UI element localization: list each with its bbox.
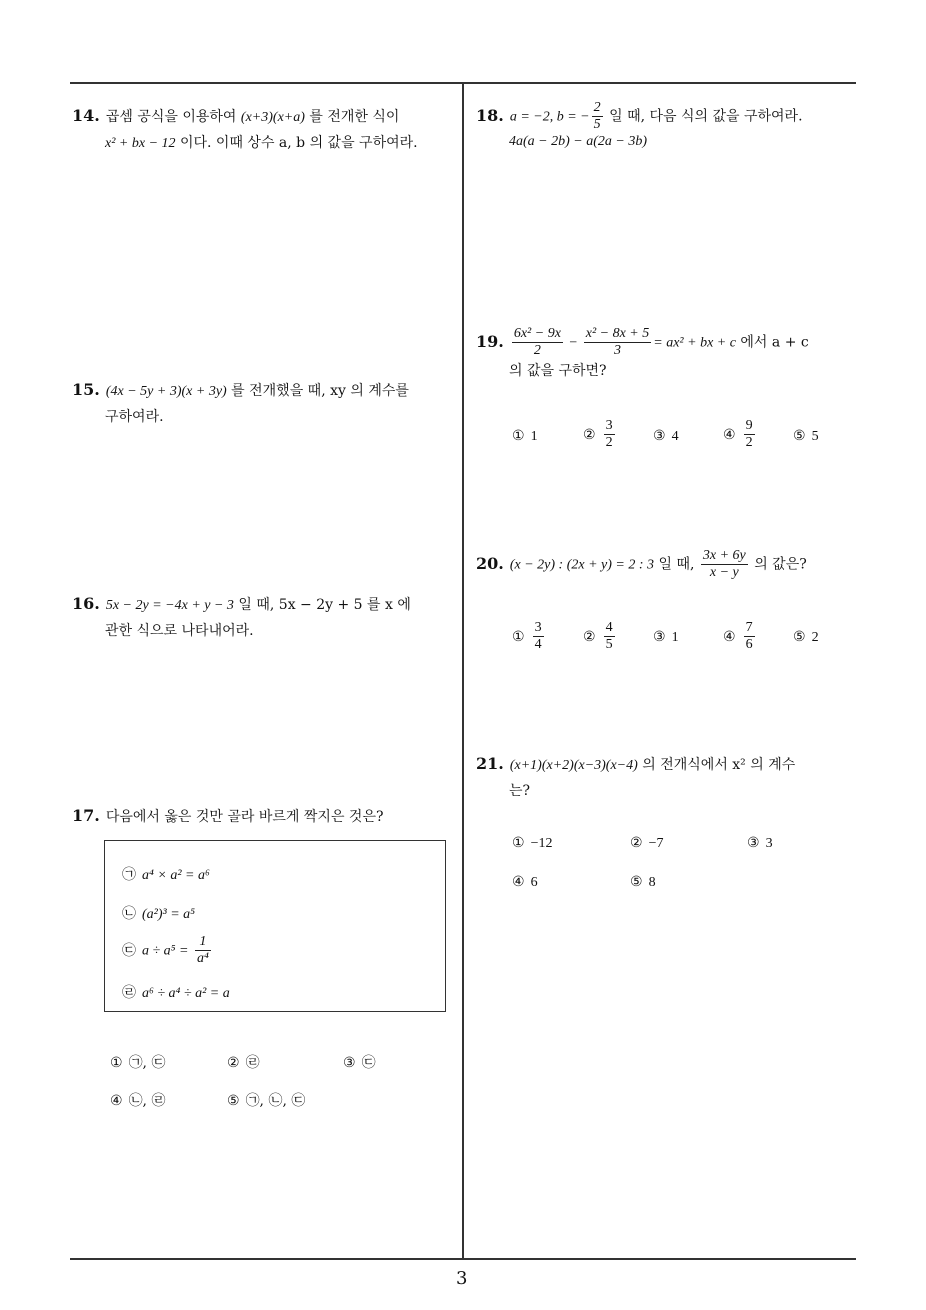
question-15 (72, 376, 457, 429)
statement-expr: a ÷ a⁵ = (142, 943, 189, 959)
choice-3[interactable] (747, 835, 773, 852)
q14-text-b: 를 전개한 식이 (304, 109, 400, 125)
q19-text-b: 의 값을 구하면? (509, 363, 607, 380)
q19-rhs: = ax² + bx + c (653, 335, 736, 351)
fraction-numerator: 1 (195, 934, 211, 951)
choice-1[interactable] (512, 620, 546, 653)
q14-line2 (72, 131, 457, 157)
choice-mark: ② (583, 426, 596, 443)
q17-statement-a (122, 864, 210, 884)
fraction-denominator: 3 (614, 343, 621, 359)
fraction-denominator: 6 (745, 637, 753, 653)
choice-mark: ⑤ (793, 428, 806, 444)
q17-statement-d (122, 982, 230, 1002)
statement-expr: a⁶ ÷ a⁴ ÷ a² = a (142, 986, 230, 1001)
q20-text-b: 의 값은? (749, 556, 807, 573)
statement-fraction (195, 934, 211, 967)
q19-fraction-2 (584, 326, 652, 359)
choice-4[interactable] (723, 418, 757, 451)
choice-mark: ② (227, 1055, 240, 1071)
choice-1[interactable] (110, 1052, 165, 1072)
q17-text: 다음에서 옳은 것만 골라 바르게 짝지은 것은? (105, 809, 384, 825)
fraction-numerator: 7 (744, 620, 755, 637)
question-number: 16. (72, 594, 100, 613)
q15-text-b: 구하여라. (105, 408, 164, 425)
choice-4[interactable] (723, 620, 757, 653)
choice-text: 3 (765, 836, 773, 851)
choice-mark: ③ (653, 428, 666, 444)
choice-mark: ④ (512, 874, 525, 890)
column-divider (462, 82, 464, 1259)
question-19 (476, 326, 861, 384)
q15-text-a: 를 전개했을 때, xy 의 계수를 (226, 383, 409, 399)
choice-mark: ① (512, 835, 525, 851)
fraction-denominator: 4 (534, 637, 542, 653)
q19-minus: − (569, 335, 578, 351)
q20-fraction (701, 548, 748, 581)
choice-fraction (533, 620, 544, 653)
q15-line1 (72, 376, 457, 405)
choice-text: 2 (811, 630, 819, 645)
question-number: 17. (72, 806, 100, 825)
fraction-numerator: x² − 8x + 5 (584, 326, 652, 343)
choice-text: ㉡, ㉣ (128, 1093, 166, 1109)
choice-5[interactable] (630, 874, 656, 891)
q21-text-a: 의 전개식에서 x² 의 계수 (637, 757, 796, 773)
fraction-numerator: 4 (604, 620, 615, 637)
question-18 (476, 100, 856, 155)
q21-math: (x+1)(x+2)(x−3)(x−4) (509, 758, 638, 773)
choice-mark: ④ (723, 628, 736, 645)
choice-mark: ① (110, 1055, 123, 1071)
choice-3[interactable] (653, 629, 679, 646)
statement-expr: a⁴ × a² = a⁶ (142, 868, 210, 883)
fraction-numerator: 3x + 6y (701, 548, 748, 565)
question-number: 20. (476, 553, 504, 573)
question-number: 21. (476, 754, 504, 773)
choice-mark: ① (512, 428, 525, 444)
q14-text-c: 이다. 이때 상수 a, b 의 값을 구하여라. (175, 134, 418, 151)
q17-statement-c (122, 934, 213, 967)
choice-text: 4 (671, 429, 679, 444)
fraction-numerator: 9 (744, 418, 755, 435)
question-number: 15. (72, 380, 100, 399)
choice-text: 6 (530, 875, 538, 890)
choice-mark: ③ (343, 1055, 356, 1071)
q19-fraction-1 (512, 326, 563, 359)
choice-mark: ④ (110, 1093, 123, 1109)
q15-line2 (72, 405, 457, 430)
choice-text: −12 (530, 836, 553, 851)
choice-mark: ③ (747, 835, 760, 851)
choice-5[interactable] (793, 428, 819, 445)
fraction-numerator: 3 (533, 620, 544, 637)
q21-line1 (476, 750, 861, 779)
choice-fraction (744, 418, 755, 451)
choice-fraction (604, 418, 615, 451)
choice-2[interactable] (583, 418, 617, 451)
choice-4[interactable] (512, 874, 538, 891)
statement-expr: (a²)³ = a⁵ (142, 907, 196, 922)
choice-text: ㉢ (361, 1055, 376, 1071)
question-16 (72, 590, 457, 643)
choice-text: −7 (648, 836, 664, 851)
q15-math: (4x − 5y + 3)(x + 3y) (105, 384, 227, 399)
q14-line1 (72, 102, 457, 131)
choice-mark: ⑤ (227, 1093, 240, 1109)
q14-math-a: (x+3)(x+a) (240, 110, 305, 125)
statement-mark: ㉡ (122, 906, 136, 922)
fraction-denominator: 2 (533, 343, 541, 359)
choice-fraction (604, 620, 615, 653)
bottom-rule (70, 1258, 856, 1260)
q16-text-a: 일 때, 5x − 2y + 5 를 x 에 (233, 597, 411, 613)
question-number: 14. (72, 106, 100, 125)
choice-text: ㉣ (245, 1055, 260, 1071)
fraction-denominator: 5 (593, 117, 601, 133)
question-14 (72, 102, 457, 156)
choice-text: 5 (811, 429, 819, 444)
fraction-denominator: a⁴ (196, 951, 209, 967)
q21-text-b: 는? (509, 782, 531, 799)
question-17 (72, 802, 457, 830)
page-number: 3 (456, 1268, 468, 1289)
fraction-numerator: 2 (592, 100, 603, 117)
fraction-denominator: 2 (745, 435, 753, 451)
q14-text-a: 곱셈 공식을 이용하여 (105, 109, 241, 125)
q18-expression: 4a(a − 2b) − a(2a − 3b) (509, 134, 647, 150)
choice-text: 8 (648, 875, 656, 890)
choice-5[interactable] (227, 1090, 305, 1110)
q17-statement-b (122, 903, 195, 923)
choice-2[interactable] (630, 835, 663, 852)
q18-text: 일 때, 다음 식의 값을 구하여라. (604, 108, 803, 125)
choice-text: ㉠, ㉡, ㉢ (245, 1093, 306, 1109)
question-21 (476, 750, 861, 803)
q16-line1 (72, 590, 457, 619)
choice-text: 1 (671, 630, 679, 645)
choice-mark: ④ (723, 426, 736, 443)
choice-4[interactable] (110, 1090, 165, 1110)
statement-mark: ㉢ (122, 942, 136, 959)
q18-condition: a = −2, b = − (509, 109, 590, 125)
fraction-denominator: 2 (605, 435, 613, 451)
q19-text-a: 에서 a + c (735, 334, 809, 351)
q21-line2 (476, 779, 861, 804)
choice-mark: ⑤ (630, 874, 643, 890)
fraction-denominator: x − y (709, 565, 739, 581)
q20-line1 (476, 548, 861, 581)
q16-text-b: 관한 식으로 나타내어라. (105, 622, 254, 639)
fraction-denominator: 5 (605, 637, 613, 653)
choice-5[interactable] (793, 629, 819, 646)
q20-text-a: 일 때, (654, 556, 699, 573)
choice-3[interactable] (343, 1052, 376, 1072)
choice-1[interactable] (512, 428, 538, 445)
q16-line2 (72, 619, 457, 644)
fraction-numerator: 3 (604, 418, 615, 435)
choice-fraction (744, 620, 755, 653)
statement-mark: ㉠ (122, 867, 136, 883)
choice-mark: ⑤ (793, 629, 806, 645)
fraction-numerator: 6x² − 9x (512, 326, 563, 343)
choice-text: 1 (530, 429, 538, 444)
choice-mark: ③ (653, 629, 666, 645)
question-20 (476, 548, 861, 581)
choice-text: ㉠, ㉢ (128, 1055, 166, 1071)
choice-1[interactable] (512, 835, 552, 852)
choice-mark: ② (630, 835, 643, 851)
choice-mark: ② (583, 628, 596, 645)
question-number: 18. (476, 105, 504, 125)
q16-math: 5x − 2y = −4x + y − 3 (105, 598, 234, 613)
question-number: 19. (476, 331, 504, 351)
q19-line2 (476, 359, 861, 384)
choice-3[interactable] (653, 428, 679, 445)
statement-mark: ㉣ (122, 985, 136, 1001)
choice-mark: ① (512, 628, 525, 645)
q20-ratio: (x − 2y) : (2x + y) = 2 : 3 (509, 557, 655, 573)
q19-line1 (476, 326, 861, 359)
q14-math-b: x² + bx − 12 (105, 135, 176, 151)
choice-2[interactable] (227, 1052, 260, 1072)
choice-2[interactable] (583, 620, 617, 653)
